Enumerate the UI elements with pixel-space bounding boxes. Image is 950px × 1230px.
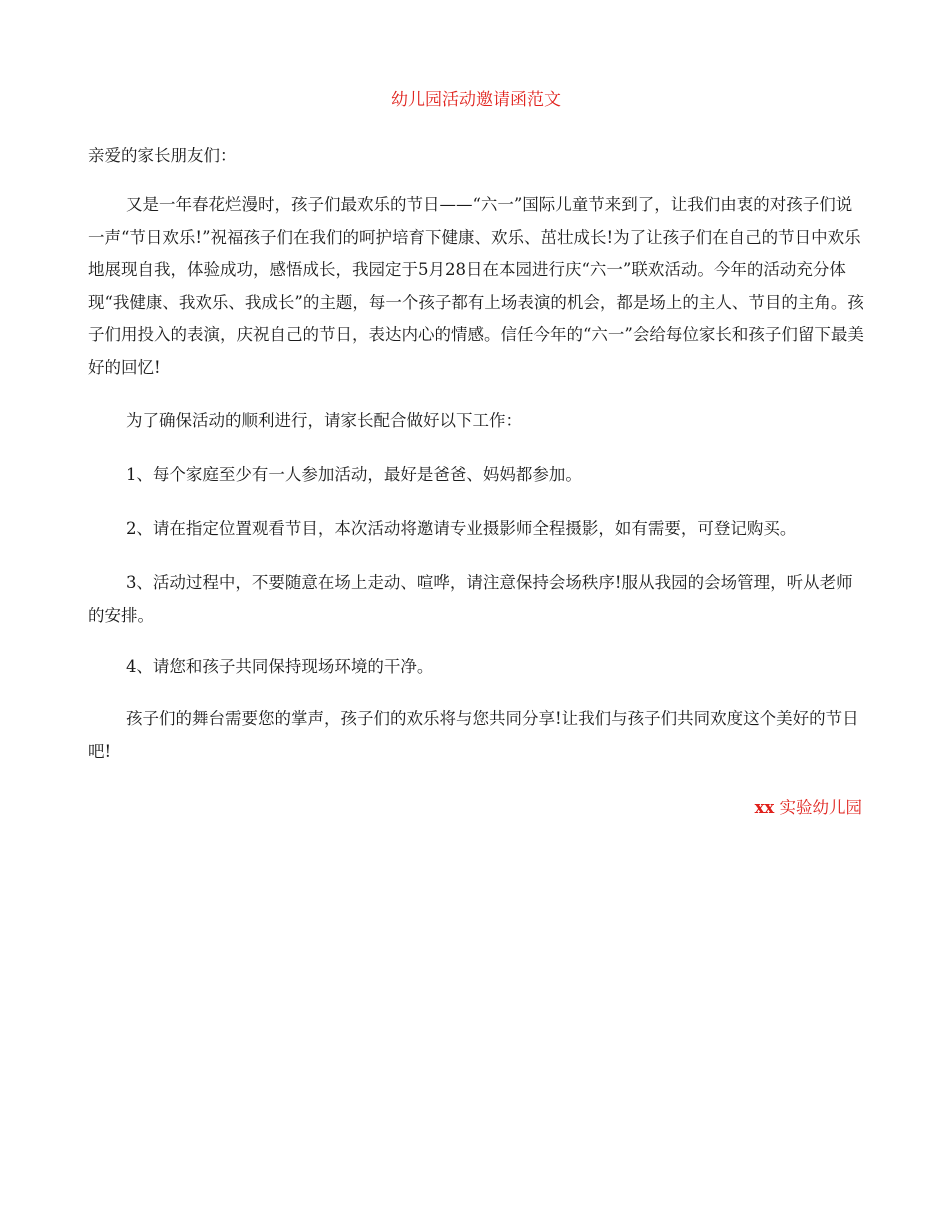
document-title: 幼儿园活动邀请函范文 [391,90,561,110]
list-item: 2、请在指定位置观看节目，本次活动将邀请专业摄影师全程摄影，如有需要，可登记购买。 [125,519,797,538]
paragraph-closing: 孩子们的舞台需要您的掌声，孩子们的欢乐将与您共同分享!让我们与孩子们共同欢度这个美好的节日吧! [88,709,859,761]
signature-prefix: xx [754,798,775,817]
greeting: 亲爱的家长朋友们： [88,146,237,165]
paragraph-intro: 又是一年春花烂漫时，孩子们最欢乐的节日——“六一”国际儿童节来到了，让我们由衷的对孩子们说一声“节日欢乐!”祝福孩子们在我们的呵护培育下健康、欢乐、茁壮成长!为了让孩子们在自己的节日中欢乐地展现自我，体验成功，感悟成长，我园定于5月28日在本园进行庆“六一”联欢活动。今年的活动充分体现“我健康、我欢乐、我成长”的主题，每一个孩子都有上场表演的机会，都是场上的主人、节目的主角。孩子们用投入的表演，庆祝自己的节日，表达内心的情感。信任今年的“六一”会给每位家长和孩子们留下最美好的回忆! [88,195,864,377]
signature-name: 实验幼儿园 [779,798,862,817]
paragraph-instructions: 为了确保活动的顺利进行，请家长配合做好以下工作： [125,411,522,430]
list-item: 1、每个家庭至少有一人参加活动，最好是爸爸、妈妈都参加。 [125,465,582,484]
list-item: 3、活动过程中，不要随意在场上走动、喧哗，请注意保持会场秩序!服从我园的会场管理，听从老师的安排。 [88,573,853,625]
list-item: 4、请您和孩子共同保持现场环境的干净。 [125,657,434,676]
signature [755,792,862,824]
